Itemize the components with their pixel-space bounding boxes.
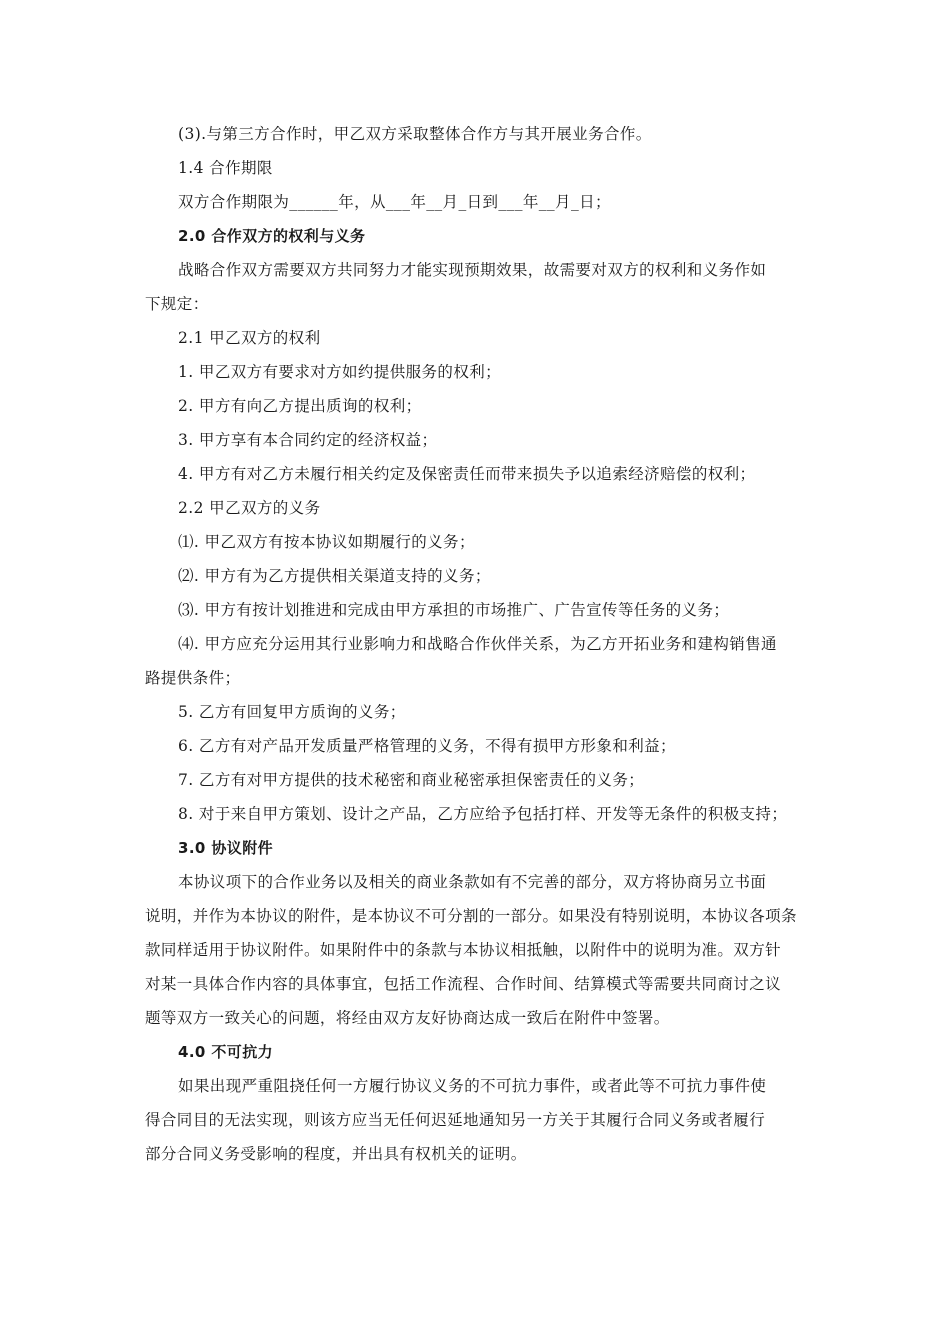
text-line: 8. 对于来自甲方策划、设计之产品，乙方应给予包括打样、开发等无条件的积极支持； bbox=[178, 805, 788, 823]
text-line: ⑴. 甲乙双方有按本协议如期履行的义务； bbox=[178, 533, 475, 551]
text-line: 2.2 甲乙双方的义务 bbox=[178, 499, 321, 517]
text-line: 4. 甲方有对乙方未履行相关约定及保密责任而带来损失予以追索经济赔偿的权利； bbox=[178, 465, 756, 483]
section-heading: 2.0 合作双方的权利与义务 bbox=[178, 227, 366, 245]
text-line: 下规定： bbox=[145, 295, 209, 313]
text-line: 本协议项下的合作业务以及相关的商业条款如有不完善的部分，双方将协商另立书面 bbox=[178, 873, 767, 891]
text-line: 如果出现严重阻挠任何一方履行协议义务的不可抗力事件，或者此等不可抗力事件使 bbox=[178, 1077, 767, 1095]
text-line: ⑶. 甲方有按计划推进和完成由甲方承担的市场推广、广告宣传等任务的义务； bbox=[178, 601, 730, 619]
text-line: ⑷. 甲方应充分运用其行业影响力和战略合作伙伴关系，为乙方开拓业务和建构销售通 bbox=[178, 635, 777, 653]
text-line: ⑵. 甲方有为乙方提供相关渠道支持的义务； bbox=[178, 567, 491, 585]
text-line: 对某一具体合作内容的具体事宜，包括工作流程、合作时间、结算模式等需要共同商讨之议 bbox=[145, 975, 782, 993]
text-line: 双方合作期限为______年，从___年__月_日到___年__月_日； bbox=[178, 193, 611, 211]
text-line: 部分合同义务受影响的程度，并出具有权机关的证明。 bbox=[145, 1145, 527, 1163]
text-line: 1. 甲乙双方有要求对方如约提供服务的权利； bbox=[178, 363, 502, 381]
text-line: 款同样适用于协议附件。如果附件中的条款与本协议相抵触，以附件中的说明为准。双方针 bbox=[145, 941, 782, 959]
text-line: 7. 乙方有对甲方提供的技术秘密和商业秘密承担保密责任的义务； bbox=[178, 771, 645, 789]
text-line: 5. 乙方有回复甲方质询的义务； bbox=[178, 703, 406, 721]
text-line: 战略合作双方需要双方共同努力才能实现预期效果，故需要对双方的权利和义务作如 bbox=[178, 261, 767, 279]
text-line: 2. 甲方有向乙方提出质询的权利； bbox=[178, 397, 422, 415]
text-line: 1.4 合作期限 bbox=[178, 159, 273, 177]
text-line: 得合同目的无法实现，则该方应当无任何迟延地通知另一方关于其履行合同义务或者履行 bbox=[145, 1111, 766, 1129]
text-line: 说明，并作为本协议的附件，是本协议不可分割的一部分。如果没有特别说明，本协议各项条 bbox=[145, 907, 797, 925]
text-line: 3. 甲方享有本合同约定的经济权益； bbox=[178, 431, 438, 449]
section-heading: 3.0 协议附件 bbox=[178, 839, 273, 857]
text-line: (3).与第三方合作时，甲乙双方采取整体合作方与其开展业务合作。 bbox=[178, 125, 652, 143]
text-line: 2.1 甲乙双方的权利 bbox=[178, 329, 321, 347]
text-line: 题等双方一致关心的问题，将经由双方友好协商达成一致后在附件中签署。 bbox=[145, 1009, 670, 1027]
text-line: 6. 乙方有对产品开发质量严格管理的义务，不得有损甲方形象和利益； bbox=[178, 737, 676, 755]
text-line: 路提供条件； bbox=[145, 669, 241, 687]
section-heading: 4.0 不可抗力 bbox=[178, 1043, 273, 1061]
